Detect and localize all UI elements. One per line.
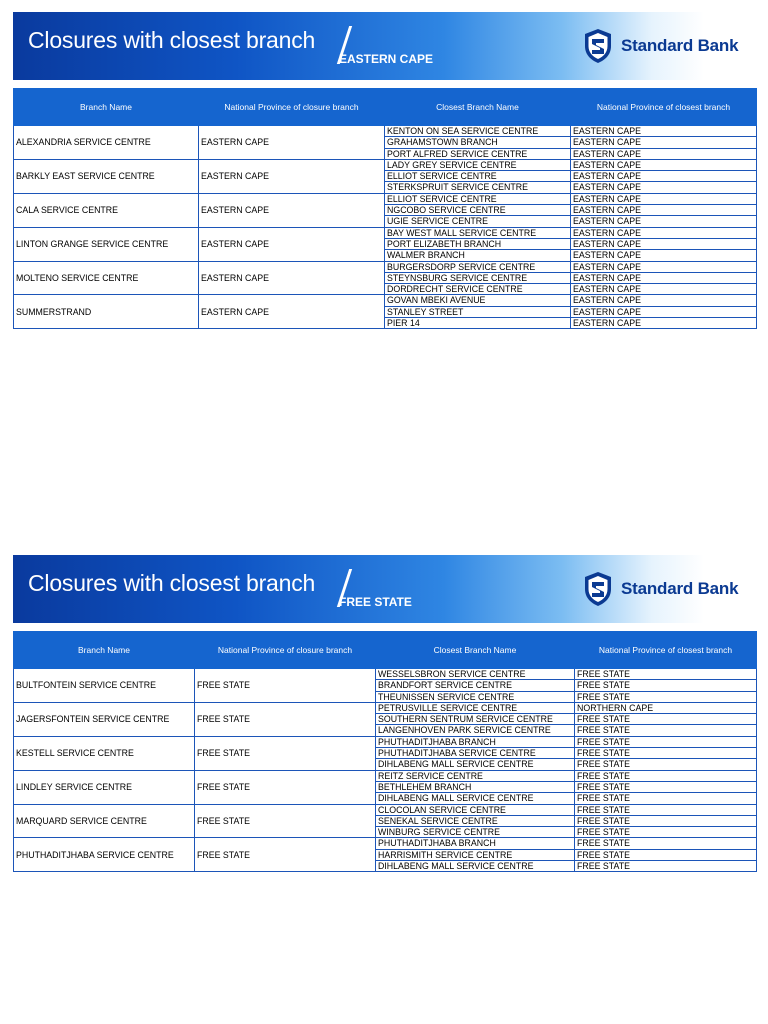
banner-title: Closures with closest branch	[28, 570, 316, 596]
closest-province-cell: EASTERN CAPE	[571, 250, 757, 261]
table-row	[14, 838, 757, 849]
closest-branch-name-cell: DIHLABENG MALL SERVICE CENTRE	[376, 793, 575, 804]
closure-province-cell: FREE STATE	[195, 736, 376, 770]
closest-branch-name-cell: STERKSPRUIT SERVICE CENTRE	[385, 182, 571, 193]
closest-province-cell: EASTERN CAPE	[571, 137, 757, 148]
closure-province-cell: FREE STATE	[195, 838, 376, 872]
banner-title: Closures with closest branch	[28, 27, 316, 53]
header-closest-branch-name: Closest Branch Name	[376, 632, 575, 669]
closest-branch-name-cell: SOUTHERN SENTRUM SERVICE CENTRE	[376, 714, 575, 725]
closest-province-cell: FREE STATE	[575, 725, 757, 736]
table-row	[14, 193, 757, 204]
closest-province-cell: FREE STATE	[575, 759, 757, 770]
closest-branch-name-cell: PHUTHADITJHABA BRANCH	[376, 736, 575, 747]
standard-bank-logo	[583, 26, 738, 66]
closest-branch-name-cell: WINBURG SERVICE CENTRE	[376, 827, 575, 838]
closures-table	[13, 631, 757, 872]
table-row	[14, 804, 757, 815]
closest-branch-name-cell: PHUTHADITJHABA SERVICE CENTRE	[376, 748, 575, 759]
closest-branch-name-cell: BAY WEST MALL SERVICE CENTRE	[385, 227, 571, 238]
closure-branch-name-cell: SUMMERSTRAND	[14, 295, 199, 329]
closest-branch-name-cell: GOVAN MBEKI AVENUE	[385, 295, 571, 306]
closest-province-cell: FREE STATE	[575, 691, 757, 702]
banner-province: FREE STATE	[339, 595, 412, 609]
closure-province-cell: EASTERN CAPE	[199, 227, 385, 261]
header-closure-province: National Province of closure branch	[195, 632, 376, 669]
closest-province-cell: EASTERN CAPE	[571, 295, 757, 306]
closest-province-cell: FREE STATE	[575, 827, 757, 838]
closest-branch-name-cell: REITZ SERVICE CENTRE	[376, 770, 575, 781]
closure-branch-name-cell: MOLTENO SERVICE CENTRE	[14, 261, 199, 295]
table-header-row	[14, 632, 757, 669]
closest-province-cell: FREE STATE	[575, 770, 757, 781]
closure-branch-name-cell: LINTON GRANGE SERVICE CENTRE	[14, 227, 199, 261]
closest-province-cell: EASTERN CAPE	[571, 284, 757, 295]
table-row	[14, 126, 757, 137]
logo-text: Standard Bank	[621, 579, 739, 598]
shield-logo-icon	[583, 571, 613, 607]
closest-province-cell: EASTERN CAPE	[571, 238, 757, 249]
header-branch-name: Branch Name	[14, 632, 195, 669]
closure-province-cell: EASTERN CAPE	[199, 261, 385, 295]
closest-province-cell: EASTERN CAPE	[571, 227, 757, 238]
section-banner	[13, 555, 756, 623]
closure-branch-name-cell: JAGERSFONTEIN SERVICE CENTRE	[14, 702, 195, 736]
closest-branch-name-cell: PHUTHADITJHABA BRANCH	[376, 838, 575, 849]
closest-branch-name-cell: STANLEY STREET	[385, 306, 571, 317]
header-closest-branch-name: Closest Branch Name	[385, 89, 571, 126]
closest-branch-name-cell: STEYNSBURG SERVICE CENTRE	[385, 272, 571, 283]
closure-province-cell: EASTERN CAPE	[199, 159, 385, 193]
shield-logo-icon	[583, 28, 613, 64]
closure-branch-name-cell: BULTFONTEIN SERVICE CENTRE	[14, 669, 195, 703]
closest-branch-name-cell: WESSELSBRON SERVICE CENTRE	[376, 669, 575, 680]
table-row	[14, 669, 757, 680]
closure-province-cell: FREE STATE	[195, 804, 376, 838]
closest-branch-name-cell: PORT ELIZABETH BRANCH	[385, 238, 571, 249]
closest-province-cell: NORTHERN CAPE	[575, 702, 757, 713]
closest-branch-name-cell: PORT ALFRED SERVICE CENTRE	[385, 148, 571, 159]
closure-province-cell: EASTERN CAPE	[199, 126, 385, 160]
closest-branch-name-cell: GRAHAMSTOWN BRANCH	[385, 137, 571, 148]
header-closest-province: National Province of closest branch	[571, 89, 757, 126]
table-row	[14, 702, 757, 713]
table-header-row	[14, 89, 757, 126]
closest-branch-name-cell: ELLIOT SERVICE CENTRE	[385, 193, 571, 204]
closest-province-cell: EASTERN CAPE	[571, 261, 757, 272]
closest-branch-name-cell: NGCOBO SERVICE CENTRE	[385, 205, 571, 216]
table-row	[14, 159, 757, 170]
banner-province: EASTERN CAPE	[339, 52, 434, 66]
closest-province-cell: EASTERN CAPE	[571, 272, 757, 283]
closest-branch-name-cell: CLOCOLAN SERVICE CENTRE	[376, 804, 575, 815]
closest-branch-name-cell: LANGENHOVEN PARK SERVICE CENTRE	[376, 725, 575, 736]
closest-province-cell: FREE STATE	[575, 793, 757, 804]
closest-branch-name-cell: PIER 14	[385, 318, 571, 329]
closest-province-cell: EASTERN CAPE	[571, 193, 757, 204]
closest-province-cell: FREE STATE	[575, 714, 757, 725]
closest-province-cell: FREE STATE	[575, 849, 757, 860]
closest-branch-name-cell: BRANDFORT SERVICE CENTRE	[376, 680, 575, 691]
closest-branch-name-cell: HARRISMITH SERVICE CENTRE	[376, 849, 575, 860]
closest-province-cell: EASTERN CAPE	[571, 205, 757, 216]
closest-branch-name-cell: SENEKAL SERVICE CENTRE	[376, 815, 575, 826]
closure-province-cell: FREE STATE	[195, 669, 376, 703]
closest-province-cell: FREE STATE	[575, 680, 757, 691]
standard-bank-logo	[583, 569, 738, 609]
closest-province-cell: EASTERN CAPE	[571, 126, 757, 137]
closest-province-cell: EASTERN CAPE	[571, 148, 757, 159]
closest-province-cell: FREE STATE	[575, 748, 757, 759]
closest-branch-name-cell: BURGERSDORP SERVICE CENTRE	[385, 261, 571, 272]
table-row	[14, 227, 757, 238]
closest-province-cell: EASTERN CAPE	[571, 306, 757, 317]
closure-branch-name-cell: BARKLY EAST SERVICE CENTRE	[14, 159, 199, 193]
header-closure-province: National Province of closure branch	[199, 89, 385, 126]
closure-branch-name-cell: MARQUARD SERVICE CENTRE	[14, 804, 195, 838]
closure-province-cell: EASTERN CAPE	[199, 193, 385, 227]
section-banner	[13, 12, 756, 80]
closure-branch-name-cell: LINDLEY SERVICE CENTRE	[14, 770, 195, 804]
closure-branch-name-cell: CALA SERVICE CENTRE	[14, 193, 199, 227]
closure-province-cell: EASTERN CAPE	[199, 295, 385, 329]
closest-province-cell: FREE STATE	[575, 736, 757, 747]
closest-province-cell: FREE STATE	[575, 838, 757, 849]
closest-branch-name-cell: UGIE SERVICE CENTRE	[385, 216, 571, 227]
closest-branch-name-cell: BETHLEHEM BRANCH	[376, 781, 575, 792]
closest-branch-name-cell: ELLIOT SERVICE CENTRE	[385, 171, 571, 182]
table-row	[14, 261, 757, 272]
closest-province-cell: FREE STATE	[575, 815, 757, 826]
table-row	[14, 736, 757, 747]
closure-branch-name-cell: KESTELL SERVICE CENTRE	[14, 736, 195, 770]
closest-province-cell: FREE STATE	[575, 861, 757, 872]
header-branch-name: Branch Name	[14, 89, 199, 126]
closest-province-cell: EASTERN CAPE	[571, 171, 757, 182]
closest-province-cell: FREE STATE	[575, 781, 757, 792]
closest-branch-name-cell: DORDRECHT SERVICE CENTRE	[385, 284, 571, 295]
logo-text: Standard Bank	[621, 36, 739, 55]
closest-branch-name-cell: THEUNISSEN SERVICE CENTRE	[376, 691, 575, 702]
closest-province-cell: EASTERN CAPE	[571, 216, 757, 227]
closest-province-cell: EASTERN CAPE	[571, 159, 757, 170]
closure-province-cell: FREE STATE	[195, 770, 376, 804]
table-row	[14, 295, 757, 306]
closest-branch-name-cell: DIHLABENG MALL SERVICE CENTRE	[376, 759, 575, 770]
header-closest-province: National Province of closest branch	[575, 632, 757, 669]
closest-branch-name-cell: KENTON ON SEA SERVICE CENTRE	[385, 126, 571, 137]
closure-branch-name-cell: ALEXANDRIA SERVICE CENTRE	[14, 126, 199, 160]
closures-table	[13, 88, 757, 329]
closure-province-cell: FREE STATE	[195, 702, 376, 736]
closure-branch-name-cell: PHUTHADITJHABA SERVICE CENTRE	[14, 838, 195, 872]
closest-branch-name-cell: WALMER BRANCH	[385, 250, 571, 261]
closest-branch-name-cell: LADY GREY SERVICE CENTRE	[385, 159, 571, 170]
closest-branch-name-cell: DIHLABENG MALL SERVICE CENTRE	[376, 861, 575, 872]
table-row	[14, 770, 757, 781]
closest-branch-name-cell: PETRUSVILLE SERVICE CENTRE	[376, 702, 575, 713]
closest-province-cell: EASTERN CAPE	[571, 182, 757, 193]
closest-province-cell: FREE STATE	[575, 804, 757, 815]
closest-province-cell: FREE STATE	[575, 669, 757, 680]
closest-province-cell: EASTERN CAPE	[571, 318, 757, 329]
